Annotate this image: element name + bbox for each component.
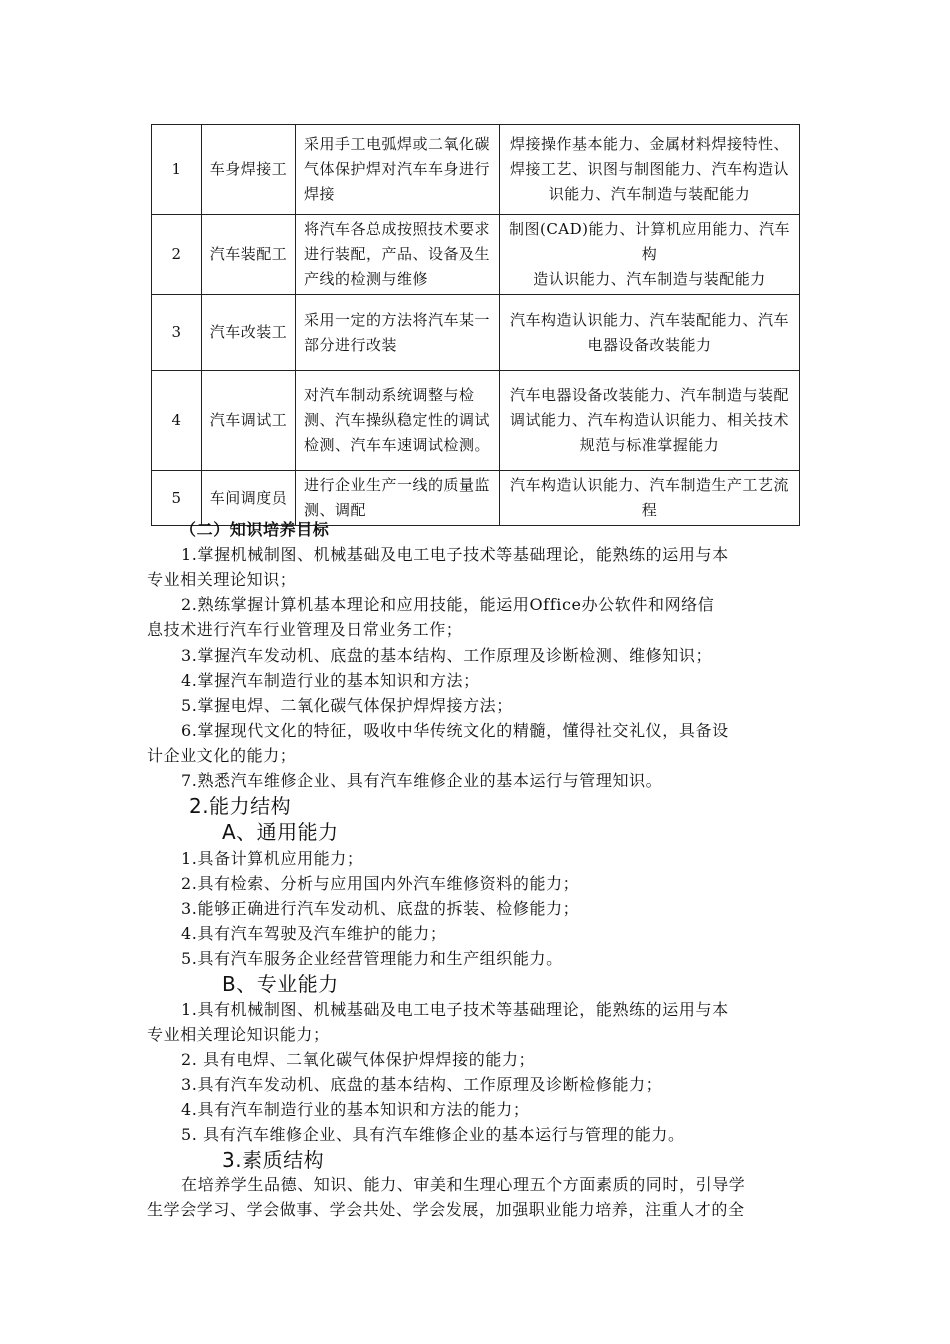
knowledge-item-1: 1.掌握机械制图、机械基础及电工电子技术等基础理论，能熟练的运用与本 <box>181 545 729 564</box>
job-description: 进行企业生产一线的质量监测、调配 <box>296 471 500 526</box>
knowledge-item-2: 2.熟练掌握计算机基本理论和应用技能，能运用Office办公软件和网络信 <box>181 595 715 614</box>
job-title: 汽车装配工 <box>202 215 296 295</box>
job-description: 将汽车各总成按照技术要求进行装配，产品、设备及生产线的检测与维修 <box>296 215 500 295</box>
pro-ability-item-1-cont: 专业相关理论知识能力； <box>147 1025 330 1044</box>
knowledge-item-5: 5.掌握电焊、二氧化碳气体保护焊焊接方法； <box>181 696 513 715</box>
job-title: 车身焊接工 <box>202 125 296 215</box>
general-ability-item-1: 1.具备计算机应用能力； <box>181 849 364 868</box>
job-skills: 汽车构造认识能力、汽车装配能力、汽车 电器设备改装能力 <box>500 295 800 371</box>
table-row <box>152 471 800 526</box>
general-ability-item-3: 3.能够正确进行汽车发动机、底盘的拆装、检修能力； <box>181 899 580 918</box>
row-number: 2 <box>152 215 202 295</box>
row-number: 4 <box>152 371 202 471</box>
job-title: 汽车调试工 <box>202 371 296 471</box>
row-number: 5 <box>152 471 202 526</box>
quality-paragraph-cont: 生学会学习、学会做事、学会共处、学会发展，加强职业能力培养，注重人才的全 <box>147 1200 745 1219</box>
job-description: 对汽车制动系统调整与检测、汽车操纵稳定性的调试检测、汽车车速调试检测。 <box>296 371 500 471</box>
knowledge-item-1-cont: 专业相关理论知识； <box>147 570 297 589</box>
job-description: 采用一定的方法将汽车某一部分进行改装 <box>296 295 500 371</box>
job-title: 汽车改装工 <box>202 295 296 371</box>
job-skills: 汽车构造认识能力、汽车制造生产工艺流程 <box>500 471 800 526</box>
row-number: 1 <box>152 125 202 215</box>
table-row <box>152 215 800 295</box>
table-row <box>152 295 800 371</box>
knowledge-item-6-cont: 计企业文化的能力； <box>147 746 297 765</box>
knowledge-heading: （二）知识培养目标 <box>180 520 330 539</box>
general-ability-item-5: 5.具有汽车服务企业经营管理能力和生产组织能力。 <box>181 949 563 968</box>
quality-heading: 3.素质结构 <box>222 1148 325 1172</box>
pro-ability-item-5: 5. 具有汽车维修企业、具有汽车维修企业的基本运行与管理的能力。 <box>181 1125 685 1144</box>
pro-ability-item-1: 1.具有机械制图、机械基础及电工电子技术等基础理论，能熟练的运用与本 <box>181 1000 729 1019</box>
knowledge-item-7: 7.熟悉汽车维修企业、具有汽车维修企业的基本运行与管理知识。 <box>181 771 663 790</box>
knowledge-item-2-cont: 息技术进行汽车行业管理及日常业务工作； <box>147 620 463 639</box>
pro-ability-heading: B、专业能力 <box>222 972 339 996</box>
general-ability-item-4: 4.具有汽车驾驶及汽车维护的能力； <box>181 924 447 943</box>
general-ability-heading: A、通用能力 <box>222 820 339 844</box>
pro-ability-item-2: 2. 具有电焊、二氧化碳气体保护焊焊接的能力； <box>181 1050 536 1069</box>
knowledge-item-6: 6.掌握现代文化的特征，吸收中华传统文化的精髓，懂得社交礼仪，具备设 <box>181 721 729 740</box>
general-ability-item-2: 2.具有检索、分析与应用国内外汽车维修资料的能力； <box>181 874 580 893</box>
pro-ability-item-3: 3.具有汽车发动机、底盘的基本结构、工作原理及诊断检修能力； <box>181 1075 663 1094</box>
job-description: 采用手工电弧焊或二氧化碳气体保护焊对汽车车身进行焊接 <box>296 125 500 215</box>
ability-heading: 2.能力结构 <box>189 794 292 818</box>
table-row <box>152 125 800 215</box>
row-number: 3 <box>152 295 202 371</box>
pro-ability-item-4: 4.具有汽车制造行业的基本知识和方法的能力； <box>181 1100 530 1119</box>
job-skills: 制图(CAD)能力、计算机应用能力、汽车构 造认识能力、汽车制造与装配能力 <box>500 215 800 295</box>
job-title: 车间调度员 <box>202 471 296 526</box>
job-skills: 汽车电器设备改装能力、汽车制造与装配调试能力、汽车构造认识能力、相关技术规范与标准掌握能力 <box>500 371 800 471</box>
quality-paragraph: 在培养学生品德、知识、能力、审美和生理心理五个方面素质的同时，引导学 <box>181 1175 746 1194</box>
knowledge-item-3: 3.掌握汽车发动机、底盘的基本结构、工作原理及诊断检测、维修知识； <box>181 646 713 665</box>
job-table <box>151 124 800 526</box>
job-skills: 焊接操作基本能力、金属材料焊接特性、焊接工艺、识图与制图能力、汽车构造认识能力、汽车制造与装配能力 <box>500 125 800 215</box>
table-row <box>152 371 800 471</box>
knowledge-item-4: 4.掌握汽车制造行业的基本知识和方法； <box>181 671 480 690</box>
